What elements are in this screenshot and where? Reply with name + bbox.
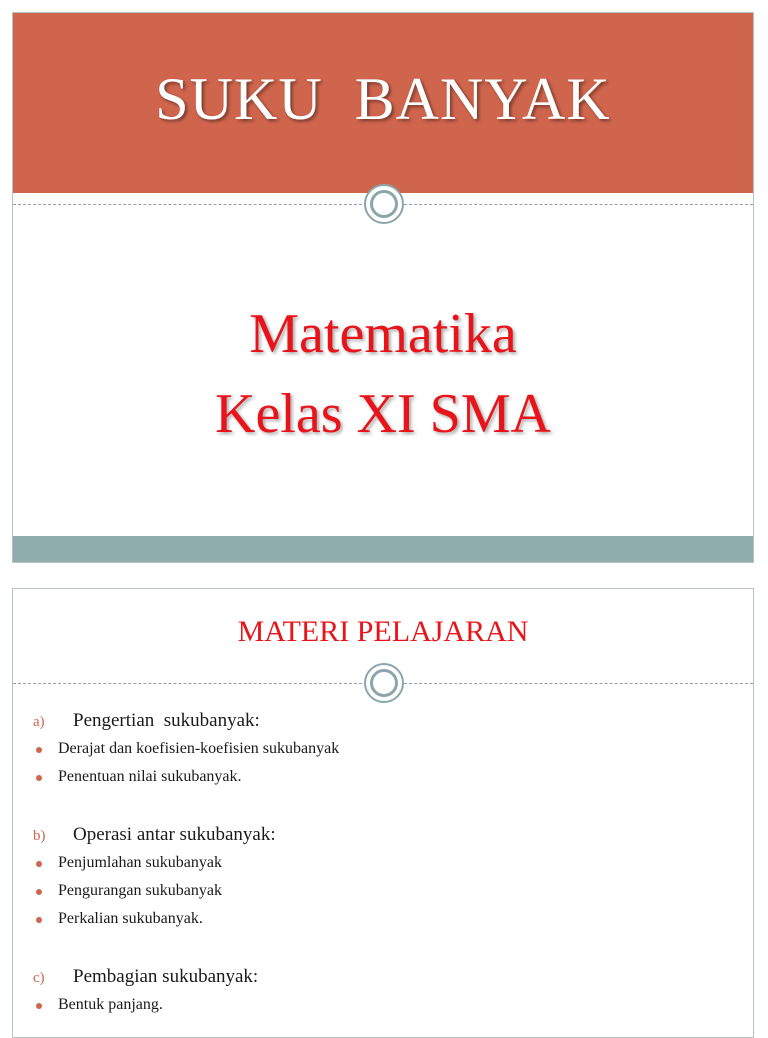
section-a (33, 707, 733, 791)
section-heading (33, 707, 733, 735)
bottom-band (13, 536, 753, 562)
subtitle-line-1: Matematika (249, 303, 517, 365)
list-item: Derajat dan koefisien-koefisien sukubanyak (33, 735, 733, 763)
contents-slide (12, 588, 754, 1038)
list-item: Pengurangan sukubanyak (33, 877, 733, 905)
section-heading-text: Operasi antar sukubanyak: (73, 824, 276, 845)
contents-list (33, 707, 733, 1019)
section-marker: c) (33, 970, 45, 986)
section-heading-text: Pembagian sukubanyak: (73, 966, 259, 987)
section-c (33, 963, 733, 1019)
slide-title: SUKU BANYAK (155, 66, 611, 132)
title-band (13, 13, 753, 193)
ring-ornament (364, 663, 404, 703)
section-heading-text: Pengertian sukubanyak: (73, 710, 260, 731)
title-slide (12, 12, 754, 563)
section-heading (33, 821, 733, 849)
list-item: Penentuan nilai sukubanyak. (33, 763, 733, 791)
list-item: Penjumlahan sukubanyak (33, 849, 733, 877)
section-heading (33, 963, 733, 991)
section-marker: a) (33, 714, 45, 730)
contents-title: MATERI PELAJARAN (237, 615, 529, 648)
ring-ornament (364, 184, 404, 224)
subtitle-line-2: Kelas XI SMA (215, 383, 551, 445)
list-item: Bentuk panjang. (33, 991, 733, 1019)
section-marker: b) (33, 828, 46, 844)
section-b (33, 821, 733, 933)
list-item: Perkalian sukubanyak. (33, 905, 733, 933)
